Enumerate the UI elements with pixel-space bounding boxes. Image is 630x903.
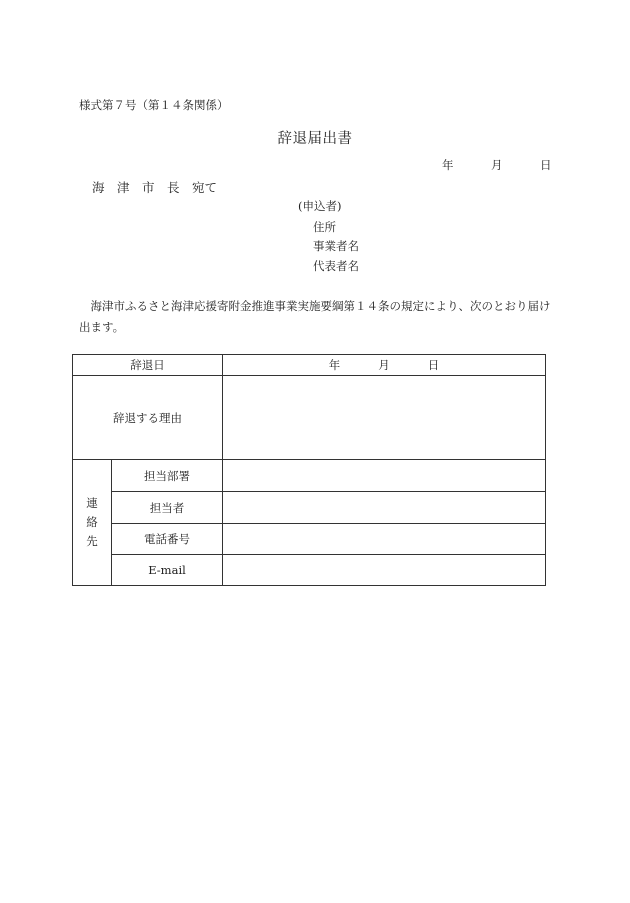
withdrawal-date-row <box>73 355 546 376</box>
email-cell[interactable] <box>223 555 546 586</box>
person-in-charge-label: 担当者 <box>112 492 223 524</box>
addressee: 海 津 市 長 宛て <box>92 180 218 195</box>
body-paragraph: 海津市ふるさと海津応援寄附金推進事業実施要綱第１４条の規定により、次のとおり届け出ます。 <box>79 299 551 334</box>
address-label: 住所 <box>313 220 336 234</box>
reason-row <box>73 376 546 460</box>
person-in-charge-cell[interactable] <box>223 492 546 524</box>
contact-row <box>73 524 546 555</box>
email-label: E-mail <box>112 555 223 586</box>
withdrawal-form-table <box>72 354 546 586</box>
representative-label: 代表者名 <box>313 259 359 273</box>
contact-label-char: 先 <box>86 534 98 548</box>
contact-row <box>73 460 546 492</box>
table-date-month: 月 <box>378 358 390 372</box>
withdrawal-date-label: 辞退日 <box>73 355 223 376</box>
reason-cell[interactable] <box>223 376 546 460</box>
date-year-label: 年 <box>442 158 454 172</box>
date-month-label: 月 <box>491 158 503 172</box>
applicant-label: (申込者) <box>298 199 342 213</box>
table-date-year: 年 <box>328 358 341 372</box>
document-title: 辞退届出書 <box>277 131 353 147</box>
business-name-label: 事業者名 <box>313 239 359 253</box>
table-date-day: 日 <box>427 358 440 372</box>
contact-row <box>73 555 546 586</box>
contact-label-char: 連 <box>86 496 98 510</box>
contact-row <box>73 492 546 524</box>
form-number: 様式第７号（第１４条関係） <box>79 98 229 112</box>
phone-label: 電話番号 <box>112 524 223 555</box>
department-label: 担当部署 <box>112 460 223 492</box>
contact-label-char: 絡 <box>86 515 98 529</box>
withdrawal-date-cell[interactable] <box>223 355 546 376</box>
phone-cell[interactable] <box>223 524 546 555</box>
reason-label: 辞退する理由 <box>73 376 223 460</box>
contact-label <box>73 460 112 586</box>
department-cell[interactable] <box>223 460 546 492</box>
date-day-label: 日 <box>540 158 552 172</box>
